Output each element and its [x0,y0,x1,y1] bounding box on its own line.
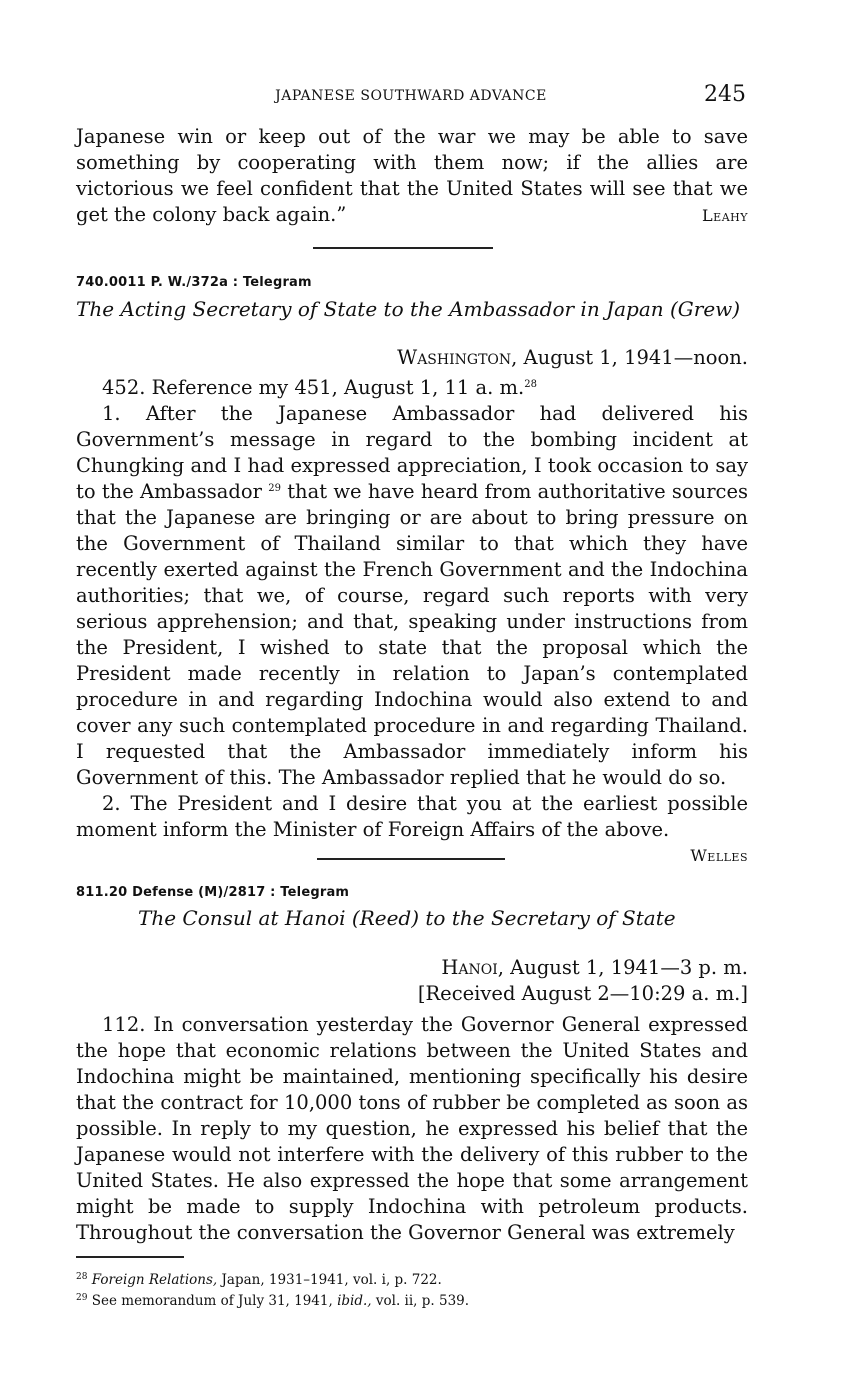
page-header [76,82,746,112]
telegram-body [76,375,748,869]
signature-leahy: Leahy [702,206,748,225]
dateline-date: August 1, 1941—3 p. m. [510,956,748,979]
signature-welles: Welles [690,846,748,865]
opening-paragraph: Japanese win or keep out of the war we may be able to save something by cooperating with them now; if the allies are victorious we feel confident that the United States will see that we get the colony back again.” [76,125,748,226]
footnote-ref-29: 29 [268,483,281,494]
footnotes [76,1268,748,1310]
running-head: JAPANESE SOUTHWARD ADVANCE [275,88,547,104]
paragraph-1-part-b: that we have heard from authoritative sources that the Japanese are bringing or are about to bring pressure on the Government of Thailand similar to that which they have recently exerted against the French Government and the Indochina authorities; that we, of course, regard such reports with very serious apprehension; and that, speaking under instructions from the President, I wished to state that the proposal which the President made recently in relation to Japan’s contemplated procedure in and regarding Indochina would also extend to and cover any such contemplated procedure in and regarding Thailand. I requested that the Ambassador immediately inform his Government of this. The Ambassador replied that he would do so. [76,480,749,789]
dateline-line [418,955,748,981]
footnote-mark: 29 [76,1293,88,1303]
footnote-29 [76,1289,748,1310]
paragraph-1 [76,401,748,791]
document-title: The Acting Secretary of State to the Ambassador in Japan (Grew) [76,297,741,321]
footnote-ref-28: 28 [524,379,537,390]
footnote-divider [76,1256,184,1258]
dateline [397,345,748,371]
dateline-date: August 1, 1941—noon. [523,346,748,369]
reference-text: 452. Reference my 451, August 1, 11 a. m. [102,376,525,399]
dateline-place: Hanoi, [441,956,504,979]
file-reference: 740.0011 P. W./372a : Telegram [76,275,312,290]
opening-continuation [76,124,748,229]
telegram-reference [76,375,748,401]
section-divider [317,858,505,860]
footnote-text: vol. ii, p. 539. [371,1293,470,1309]
footnote-mark: 28 [76,1272,88,1282]
footnote-title: Foreign Relations, [91,1272,218,1288]
page-number: 245 [704,82,746,107]
dateline [418,955,748,1007]
received-line: [Received August 2—10:29 a. m.] [417,982,748,1005]
dateline-place: Washington, [397,346,518,369]
footnote-28 [76,1268,748,1289]
paragraph-2: 2. The President and I desire that you at the earliest possible moment inform the Minister of Foreign Affairs of the above. [76,792,748,841]
telegram-body [76,1012,748,1246]
footnote-ibid: ibid., [337,1293,372,1309]
document-title: The Consul at Hanoi (Reed) to the Secretary of State [138,906,676,930]
footnote-text: Japan, 1931–1941, vol. i, p. 722. [217,1272,442,1288]
section-divider [313,247,493,249]
paragraph-1-part-a: 1. After the Japanese Ambassador had delivered his Government’s message in regard to the bombing incident at Chungking and I had expressed appreciation, I took occasion to say to the Ambassador [76,402,748,503]
paragraph-112: 112. In conversation yesterday the Governor General expressed the hope that economic relations between the United States and Indochina might be maintained, mentioning specifically his desire that the contract for 10,000 tons of rubber be completed as soon as possible. In reply to my question, he expressed his belief that the Japanese would not interfere with the delivery of this rubber to the United States. He also expressed the hope that some arrangement might be made to supply Indochina with petroleum products. Throughout the conversation the Governor General was extremely [76,1013,748,1244]
file-reference: 811.20 Defense (M)/2817 : Telegram [76,885,350,900]
footnote-text: See memorandum of July 31, 1941, [91,1293,338,1309]
